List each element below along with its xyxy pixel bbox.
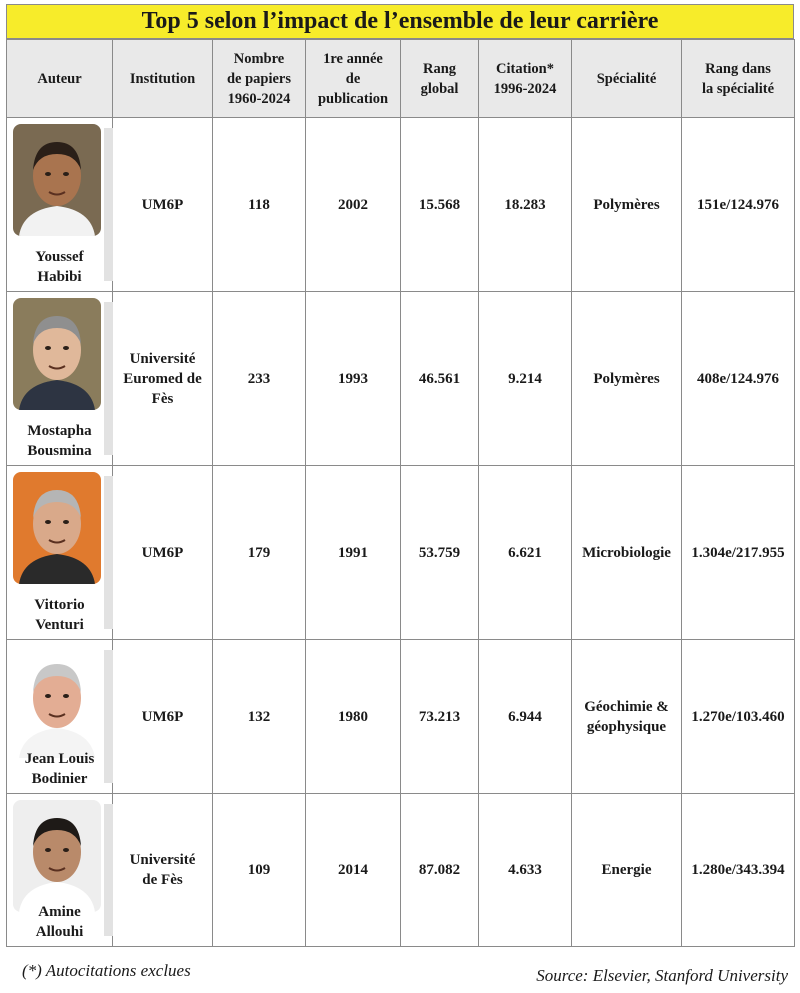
- institution-cell: UM6P: [113, 640, 213, 794]
- header-rang-global: Rang global: [401, 40, 479, 118]
- author-photo-frame: [13, 800, 101, 912]
- papers-cell: 132: [213, 640, 306, 794]
- author-name: Youssef Habibi: [35, 249, 84, 285]
- global-rank-cell: 53.759: [401, 466, 479, 640]
- first-year-cell: 1980: [306, 640, 401, 794]
- header-specialite: Spécialité: [572, 40, 682, 118]
- papers-cell: 233: [213, 292, 306, 466]
- header-row: [7, 40, 795, 118]
- first-year-cell: 2014: [306, 794, 401, 947]
- table-title: Top 5 selon l’impact de l’ensemble de leur carrière: [6, 4, 794, 39]
- specialty-cell: Energie: [572, 794, 682, 947]
- author-cell: [7, 794, 113, 947]
- cell-shadow: [104, 302, 113, 455]
- author-name: Vittorio Venturi: [34, 597, 85, 633]
- ranking-table: [6, 39, 795, 947]
- header-institution: Institution: [113, 40, 213, 118]
- cell-shadow: [104, 476, 113, 629]
- global-rank-cell: 73.213: [401, 640, 479, 794]
- specialty-cell: Polymères: [572, 118, 682, 292]
- citations-cell: 6.944: [479, 640, 572, 794]
- author-name: Mostapha Bousmina: [27, 423, 92, 459]
- global-rank-cell: 46.561: [401, 292, 479, 466]
- citations-cell: 9.214: [479, 292, 572, 466]
- source-credit: Source: Elsevier, Stanford University: [536, 966, 788, 985]
- specialty-cell: Géochimie & géophysique: [572, 640, 682, 794]
- author-cell: [7, 292, 113, 466]
- institution-cell: UM6P: [113, 466, 213, 640]
- specialty-rank-cell: 1.280e/343.394: [682, 794, 795, 947]
- table-row: [7, 640, 795, 794]
- author-photo: [13, 298, 101, 410]
- author-photo: [13, 800, 101, 912]
- specialty-rank-cell: 1.304e/217.955: [682, 466, 795, 640]
- specialty-rank-cell: 1.270e/103.460: [682, 640, 795, 794]
- footnote: (*) Autocitations exclues: [22, 961, 191, 980]
- institution-cell: Université de Fès: [113, 794, 213, 947]
- cell-shadow: [104, 804, 113, 936]
- specialty-rank-cell: 408e/124.976: [682, 292, 795, 466]
- citations-cell: 18.283: [479, 118, 572, 292]
- first-year-cell: 1993: [306, 292, 401, 466]
- header-citation: Citation* 1996-2024: [479, 40, 572, 118]
- header-auteur: Auteur: [7, 40, 113, 118]
- author-photo-frame: [13, 124, 101, 236]
- author-photo-frame: [13, 646, 101, 758]
- table-row: [7, 466, 795, 640]
- specialty-rank-cell: 151e/124.976: [682, 118, 795, 292]
- papers-cell: 118: [213, 118, 306, 292]
- papers-cell: 179: [213, 466, 306, 640]
- citations-cell: 4.633: [479, 794, 572, 947]
- first-year-cell: 2002: [306, 118, 401, 292]
- author-cell: [7, 118, 113, 292]
- author-photo-frame: [13, 472, 101, 584]
- institution-cell: UM6P: [113, 118, 213, 292]
- header-rang-specialite: Rang dans la spécialité: [682, 40, 795, 118]
- table-row: [7, 794, 795, 947]
- author-photo-frame: [13, 298, 101, 410]
- author-photo: [13, 124, 101, 236]
- header-premiere-annee: 1re année de publication: [306, 40, 401, 118]
- specialty-cell: Microbiologie: [572, 466, 682, 640]
- institution-cell: Université Euromed de Fès: [113, 292, 213, 466]
- first-year-cell: 1991: [306, 466, 401, 640]
- cell-shadow: [104, 650, 113, 783]
- citations-cell: 6.621: [479, 466, 572, 640]
- author-photo: [13, 472, 101, 584]
- header-nombre-papiers: Nombre de papiers 1960-2024: [213, 40, 306, 118]
- author-cell: [7, 640, 113, 794]
- table-row: [7, 292, 795, 466]
- author-photo: [13, 646, 101, 758]
- author-cell: [7, 466, 113, 640]
- cell-shadow: [104, 128, 113, 281]
- papers-cell: 109: [213, 794, 306, 947]
- specialty-cell: Polymères: [572, 292, 682, 466]
- global-rank-cell: 87.082: [401, 794, 479, 947]
- global-rank-cell: 15.568: [401, 118, 479, 292]
- author-name: Jean Louis Bodinier: [24, 751, 95, 787]
- author-name: Amine Allouhi: [35, 904, 84, 940]
- table-row: [7, 118, 795, 292]
